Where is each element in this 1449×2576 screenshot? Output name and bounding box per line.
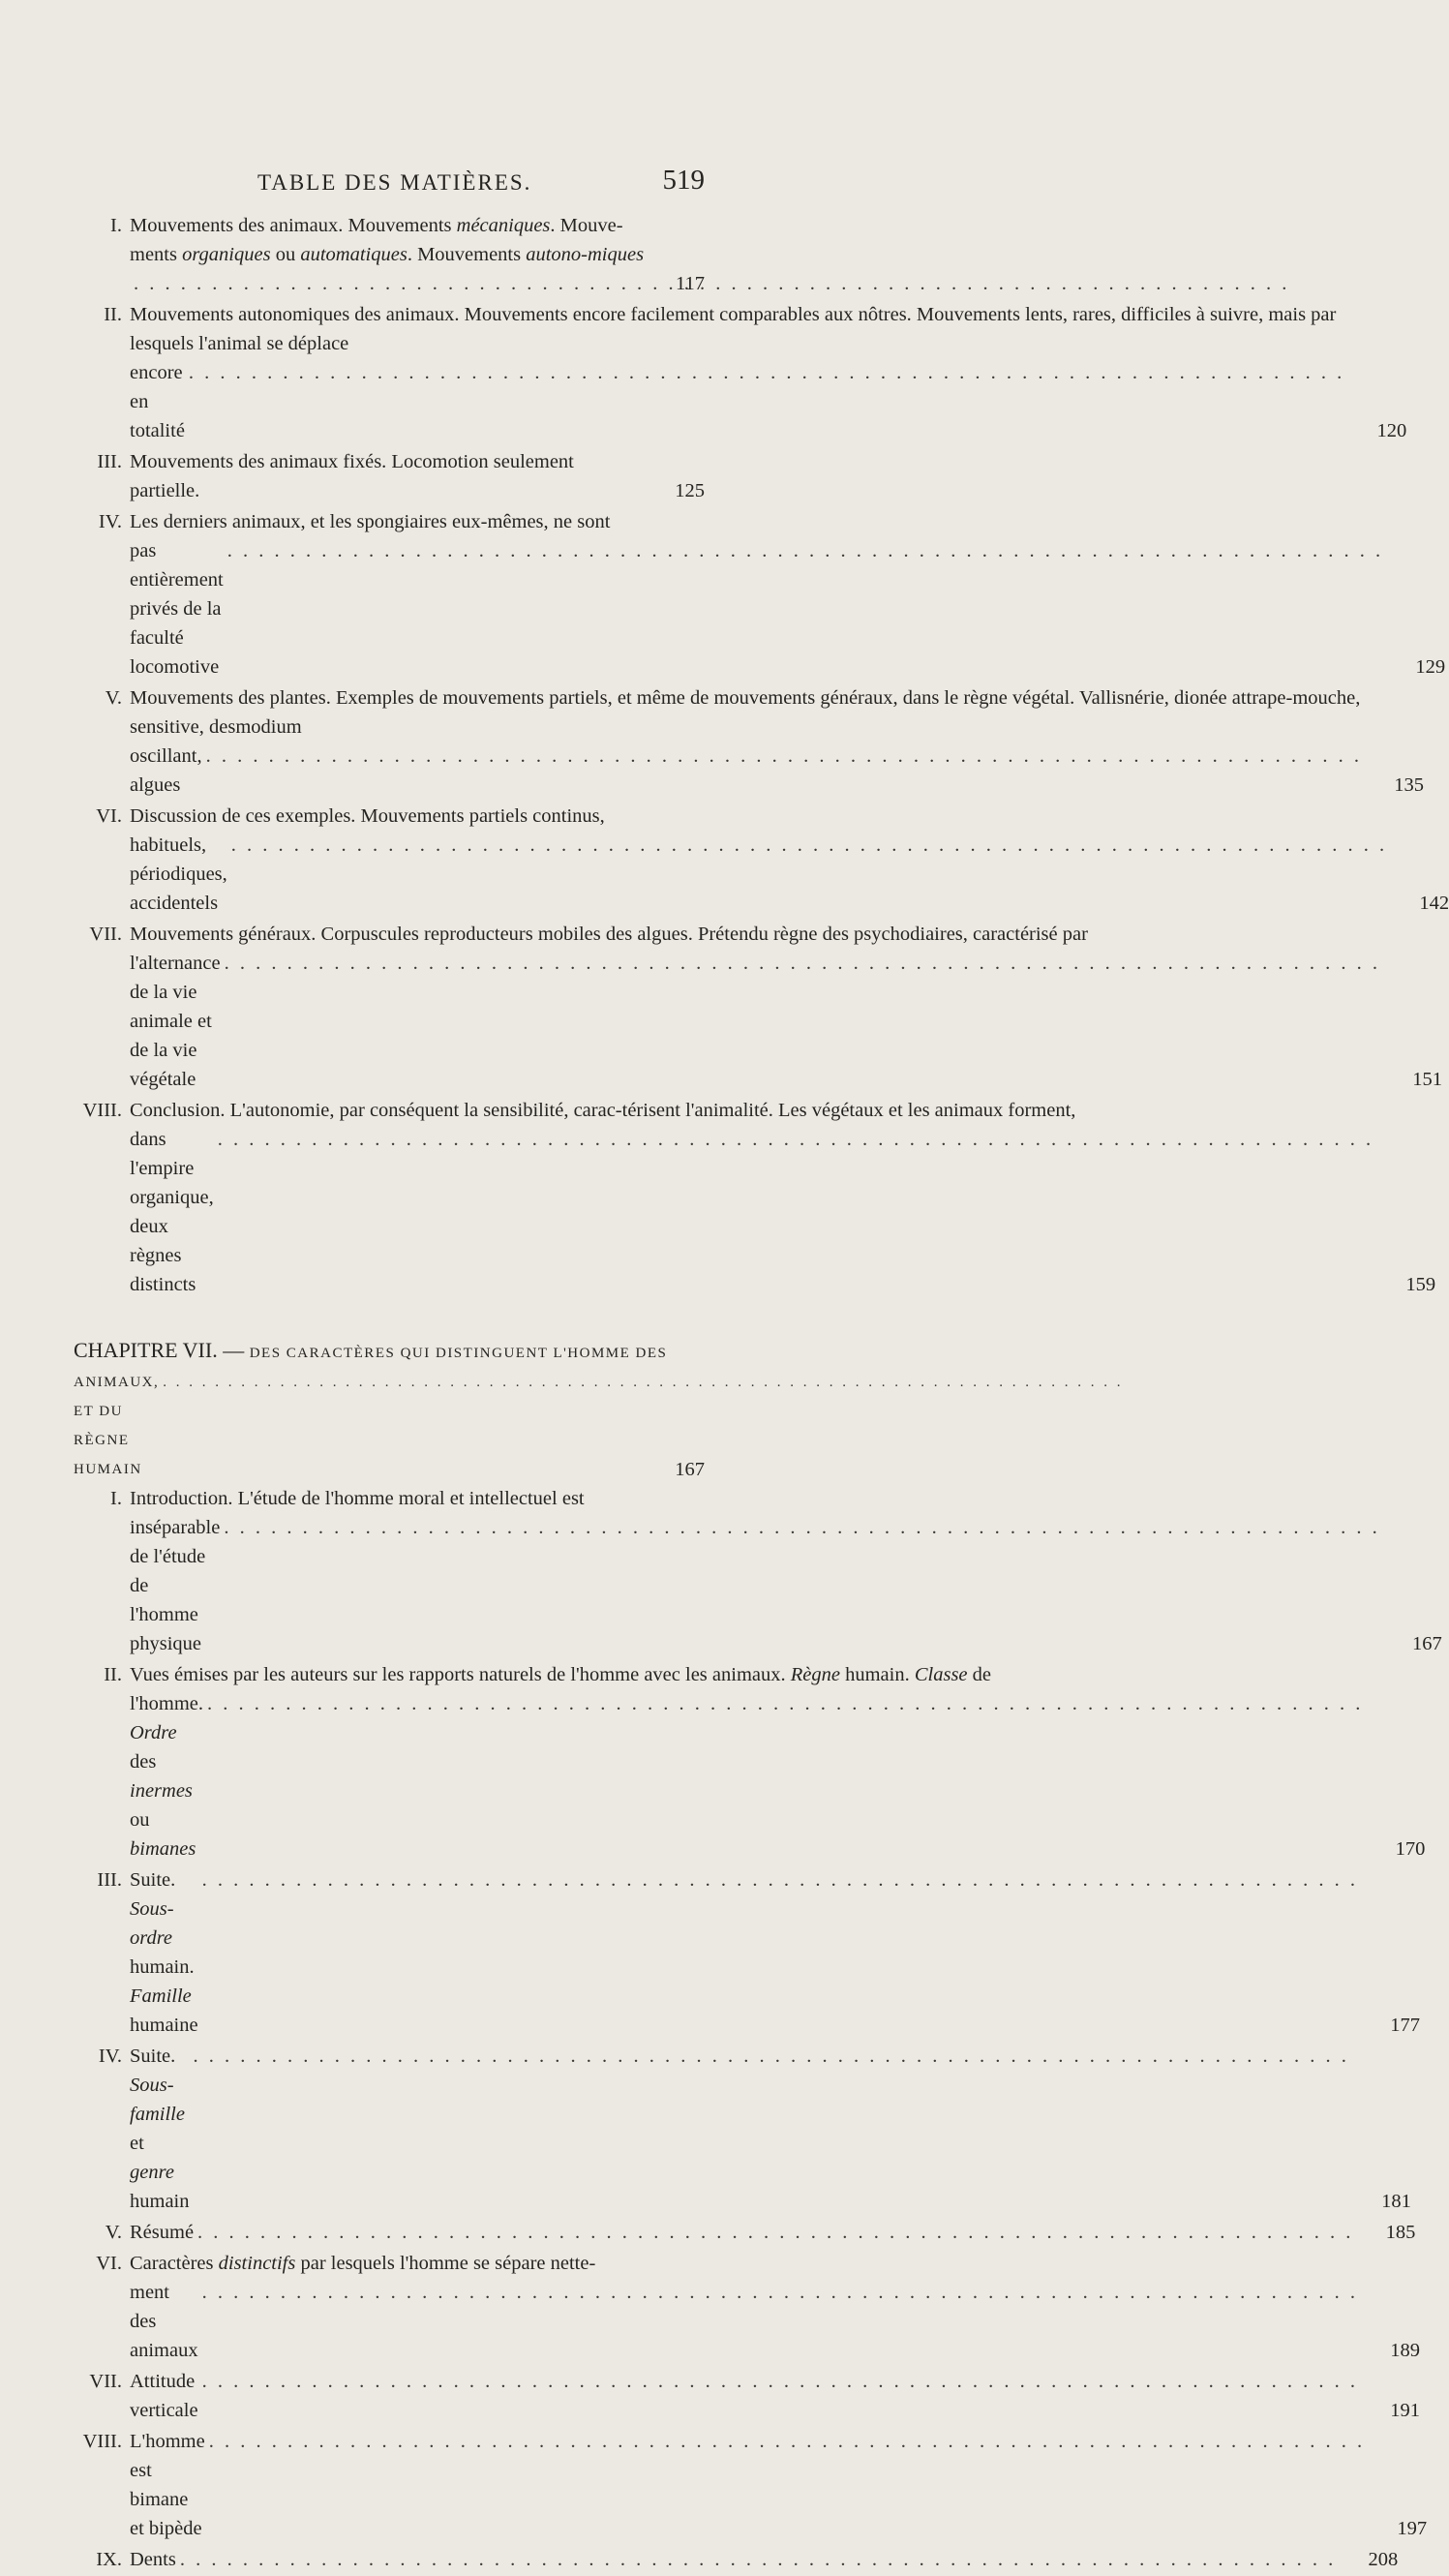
page-number: 519 (662, 165, 705, 196)
leader-dots (227, 536, 1383, 565)
entry-page: 177 (1390, 2015, 1420, 2036)
entry-number: II. (104, 304, 122, 325)
entry-page: 191 (1390, 2400, 1420, 2421)
entry-number: VIII. (82, 1100, 122, 1121)
entry-page: 185 (1385, 2222, 1416, 2243)
leader-dots (134, 269, 589, 298)
entry-text: Introduction. L'étude de l'homme moral et intellectuel est (130, 1488, 585, 1509)
entry-page: 125 (675, 480, 705, 501)
entry-page: 208 (1368, 2549, 1399, 2570)
entry-page: 170 (1395, 1838, 1426, 1860)
entry-text: . Mouve-ments (130, 215, 623, 265)
entry-number: I. (110, 215, 122, 236)
entry-page: 117 (676, 273, 705, 294)
leader-dots (209, 2427, 1365, 2456)
leader-dots (207, 1689, 1363, 1718)
chapter-title-continued (74, 1368, 705, 1484)
entry-text: Suite. (130, 1869, 176, 1891)
toc-entry (74, 920, 1442, 1094)
leader-dots (225, 949, 1380, 978)
entry-text-last: dans l'empire organique, deux règnes distincts (130, 1129, 214, 1295)
entry-text: l'homme. (130, 1693, 204, 1714)
entry-text: . Mouvements (407, 244, 527, 265)
toc-entry (74, 2218, 1416, 2247)
leader-dots (189, 358, 1344, 387)
toc-entry (74, 447, 705, 505)
entry-text: humain. (130, 1956, 195, 1978)
entry-text-last: inséparable de l'étude de l'homme physique (130, 1517, 221, 1654)
entry-page: 151 (1412, 1069, 1442, 1090)
entry-page: 159 (1405, 1274, 1436, 1295)
leader-dots (197, 2218, 1353, 2247)
toc-entry (74, 1865, 1420, 2040)
entry-text: Conclusion. L'autonomie, par conséquent la sensibilité, carac-térisent l'animalité. Les végétaux et les animaux forment, (130, 1100, 1076, 1121)
entry-text: Dents (130, 2549, 176, 2570)
entry-italic: Ordre (130, 1722, 177, 1743)
entry-text: Mouvements généraux. Corpuscules reproducteurs mobiles des algues. Prétendu règne des psychodiaires, caractérisé par (130, 924, 1088, 945)
entry-number: V. (105, 2222, 122, 2243)
entry-page: 142 (1419, 893, 1449, 914)
leader-dots (163, 1368, 1123, 1397)
leader-dots (202, 1865, 1358, 1894)
entry-italic: Règne (790, 1664, 840, 1685)
entry-number: VII. (89, 924, 122, 945)
entry-number: IX. (96, 2549, 122, 2570)
entry-italic: Sous-ordre (130, 1898, 174, 1949)
entry-text: humain (130, 2191, 190, 2212)
leader-dots (202, 2278, 1358, 2307)
leader-dots (206, 742, 1362, 771)
entry-text: et (130, 2133, 144, 2154)
entry-italic: autono-miques (526, 244, 645, 265)
entry-text: ou (130, 1809, 150, 1831)
entry-text: Caractères (130, 2253, 219, 2274)
entry-italic: automatiques (300, 244, 408, 265)
leader-dots (180, 2545, 1336, 2574)
entry-page: 181 (1381, 2191, 1411, 2212)
entry-text: Résumé (130, 2222, 195, 2243)
leader-dots (194, 2042, 1349, 2071)
entry-number: VI. (96, 2253, 122, 2274)
entry-text: Discussion de ces exemples. Mouvements partiels continus, (130, 805, 605, 827)
toc-entry (74, 2545, 1399, 2574)
entry-page: 120 (1376, 420, 1407, 441)
entry-text: humain. (839, 1664, 915, 1685)
entry-text-last: oscillant, algues (130, 745, 202, 796)
entry-number: VII. (89, 2371, 122, 2392)
entry-number: IV. (98, 2046, 122, 2067)
entry-text: par lesquels l'homme se sépare nette- (295, 2253, 596, 2274)
entry-text: L'homme est bimane et bipède (130, 2431, 205, 2539)
entry-text: de (967, 1664, 992, 1685)
entry-text-last: pas entièrement privés de la faculté locomotive (130, 540, 224, 678)
entry-italic: genre (130, 2162, 174, 2183)
entry-number: III. (97, 451, 122, 472)
entry-text: Suite. (130, 2046, 176, 2067)
entry-italic: Sous-famille (130, 2075, 185, 2125)
entry-italic: bimanes (130, 1838, 196, 1860)
entry-number: II. (104, 1664, 122, 1685)
entry-text: Mouvements autonomiques des animaux. Mouvements encore facilement comparables aux nôtres. Mouvements lents, rares, difficiles à suivre, mais par lesquels l'animal se déplace (130, 304, 1337, 354)
entry-italic: distinctifs (218, 2253, 296, 2274)
toc-entry (74, 1660, 1426, 1864)
chapter-title: DES CARACTÈRES QUI DISTINGUENT L'HOMME DES (249, 1346, 668, 1361)
toc-entry (74, 211, 705, 298)
entry-page: 189 (1390, 2340, 1420, 2361)
entry-text-last: l'alternance de la vie animale et de la vie végétale (130, 953, 221, 1090)
toc-entry (74, 507, 1446, 682)
entry-text-last: habituels, périodiques, accidentels (130, 834, 227, 914)
leader-dots (218, 1125, 1374, 1154)
entry-number: IV. (98, 511, 122, 532)
toc-entry (74, 2367, 1420, 2425)
toc-entry (74, 683, 1424, 800)
entry-text: Mouvements des plantes. Exemples de mouvements partiels, et même de mouvements généraux, dans le règne végétal. Vallisnérie, dionée attrape-mouche, sensitive, desmodium (130, 687, 1361, 738)
chapter-heading (74, 1336, 705, 1368)
toc-entry (74, 2042, 1411, 2216)
entry-number: VI. (96, 805, 122, 827)
entry-text: Vues émises par les auteurs sur les rapports naturels de l'homme avec les animaux. (130, 1664, 786, 1685)
table-of-contents (74, 211, 1449, 2576)
entry-page: 135 (1394, 774, 1424, 796)
toc-entry (74, 300, 1407, 445)
entry-italic: mécaniques (456, 215, 551, 236)
entry-italic: Famille (130, 1985, 192, 2007)
entry-text-last: Mouvements des animaux fixés. Locomotion seulement partielle. (130, 451, 574, 501)
toc-entry (74, 802, 1449, 918)
entry-text-last: ment des animaux (130, 2282, 198, 2361)
entry-text: Mouvements des animaux. Mouvements (130, 215, 457, 236)
entry-page: 129 (1415, 656, 1446, 678)
entry-number: VIII. (82, 2431, 122, 2452)
entry-text: humaine (130, 2015, 198, 2036)
leader-dots (202, 2367, 1358, 2396)
chapter-label: CHAPITRE VII. (74, 1338, 218, 1362)
entry-page: 197 (1397, 2518, 1428, 2539)
entry-italic: inermes (130, 1780, 193, 1802)
toc-entry (74, 2249, 1420, 2365)
toc-entry (74, 1484, 1442, 1658)
leader-dots (224, 1513, 1379, 1542)
entry-text: Attitude verticale (130, 2371, 198, 2421)
entry-number: V. (105, 687, 122, 709)
entry-italic: Classe (914, 1664, 968, 1685)
entry-text: Les derniers animaux, et les spongiaires eux-mêmes, ne sont (130, 511, 611, 532)
chapter-title-line2: ANIMAUX, ET DU RÈGNE HUMAIN (74, 1375, 160, 1477)
toc-entry (74, 1096, 1436, 1299)
page-header (74, 165, 705, 203)
chapter-page: 167 (675, 1459, 705, 1480)
entry-text: ou (270, 244, 301, 265)
entry-number: III. (97, 1869, 122, 1891)
entry-italic: organiques (182, 244, 271, 265)
running-title: TABLE DES MATIÈRES. (257, 170, 532, 195)
entry-number: I. (110, 1488, 122, 1509)
leader-dots (231, 831, 1387, 860)
entry-text: des (130, 1751, 157, 1773)
entry-page: 167 (1411, 1633, 1442, 1654)
toc-entry (74, 2427, 1428, 2543)
chapter-dash: — (223, 1338, 245, 1362)
entry-text-last: encore en totalité (130, 362, 185, 441)
